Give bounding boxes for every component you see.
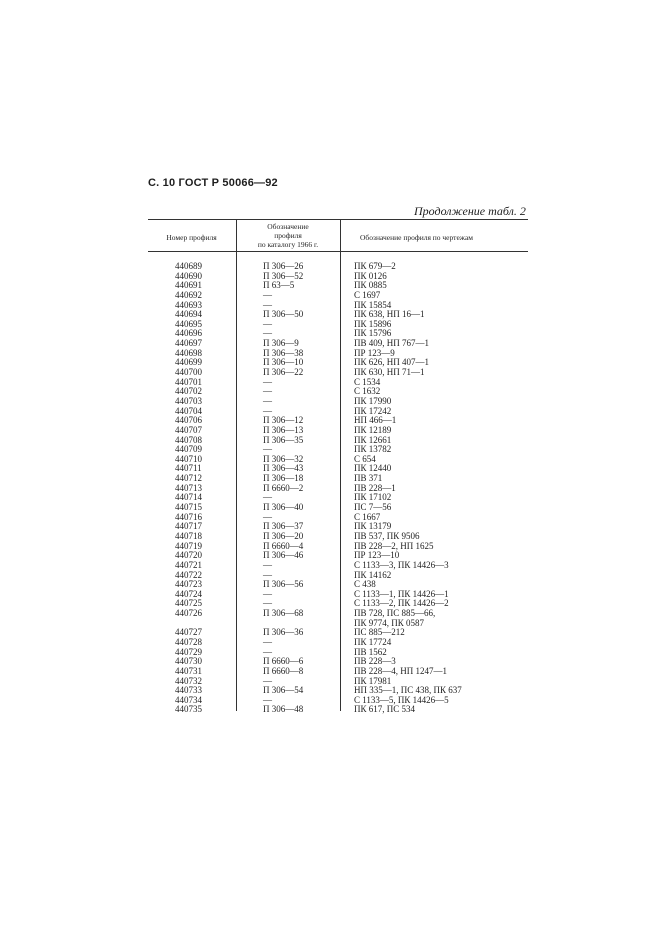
- table-row: [148, 571, 528, 581]
- table-row: [148, 532, 528, 542]
- drawing-designation-cell: ПК 679—2: [354, 261, 396, 271]
- catalog-designation-cell: П 63—5: [263, 280, 295, 291]
- table-row: [148, 272, 528, 282]
- table-row: [148, 474, 528, 484]
- profile-number-cell: 440733: [175, 685, 202, 696]
- catalog-designation-cell: —: [263, 395, 272, 406]
- table-row: [148, 561, 528, 571]
- drawing-designation-cell: ПК 12440: [354, 463, 392, 474]
- table-row: [148, 551, 528, 561]
- table-top-rule: [148, 219, 528, 220]
- catalog-designation-cell: —: [263, 511, 272, 522]
- table-row: [148, 696, 528, 706]
- drawing-designation-cell: ПК 17242: [354, 405, 392, 416]
- table-row: [148, 301, 528, 311]
- catalog-header-line-2: профиля: [274, 231, 302, 240]
- table-row: [148, 609, 528, 619]
- drawing-designation-cell: С 1133—5, ПК 14426—5: [354, 694, 449, 705]
- table-row: [148, 329, 528, 339]
- table-header-bottom-rule: [148, 251, 528, 252]
- profile-number-cell: 440691: [175, 280, 202, 291]
- profile-number-cell: 440697: [175, 338, 202, 349]
- profile-number-cell: 440728: [175, 636, 202, 647]
- table-row: [148, 339, 528, 349]
- table-row: [148, 590, 528, 600]
- table-row: [148, 455, 528, 465]
- catalog-designation-cell: —: [263, 405, 272, 416]
- drawing-designation-cell: С 1667: [354, 511, 381, 522]
- drawing-designation-cell: НП 466—1: [354, 415, 397, 426]
- profile-number-cell: 440701: [175, 376, 202, 387]
- table-row: [148, 677, 528, 687]
- profile-number-cell: 440735: [175, 704, 202, 715]
- table-row: [148, 310, 528, 320]
- catalog-designation-cell: —: [263, 376, 272, 387]
- catalog-designation-cell: —: [263, 675, 272, 686]
- catalog-designation-cell: —: [263, 598, 272, 609]
- catalog-designation-cell: —: [263, 318, 272, 329]
- catalog-designation-cell: —: [263, 289, 272, 300]
- drawing-designation-cell: ПС 885—212: [354, 627, 405, 638]
- table-row: [148, 484, 528, 494]
- table-row: [148, 358, 528, 368]
- table-row: [148, 281, 528, 291]
- column-header-catalog: [237, 222, 339, 249]
- table-row: [148, 657, 528, 667]
- catalog-designation-cell: П 306—20: [263, 530, 304, 541]
- catalog-designation-cell: П 306—38: [263, 347, 304, 358]
- table-row: [148, 416, 528, 426]
- drawing-designation-cell: ПК 17981: [354, 675, 392, 686]
- catalog-designation-cell: —: [263, 492, 272, 503]
- profile-number-cell: 440730: [175, 656, 202, 667]
- catalog-designation-cell: П 306—52: [263, 270, 304, 281]
- drawing-designation-cell: ПР 123—9: [354, 347, 395, 358]
- catalog-designation-cell: П 306—26: [263, 261, 304, 271]
- table-body: [148, 262, 528, 715]
- drawing-designation-cell: ПК 626, НП 407—1: [354, 357, 430, 368]
- table-row: [148, 387, 528, 397]
- drawing-designation-cell: С 654: [354, 453, 376, 464]
- profile-number-cell: 440723: [175, 579, 202, 590]
- table-row: [148, 619, 528, 629]
- drawing-designation-cell: ПК 638, НП 16—1: [354, 309, 425, 320]
- catalog-designation-cell: —: [263, 694, 272, 705]
- profile-number-cell: 440690: [175, 270, 202, 281]
- profile-number-cell: 440726: [175, 608, 202, 619]
- catalog-designation-cell: П 306—50: [263, 309, 304, 320]
- table-row: [148, 378, 528, 388]
- drawing-designation-cell: ПК 12189: [354, 424, 392, 435]
- profile-number-cell: 440689: [175, 261, 202, 271]
- catalog-designation-cell: П 306—56: [263, 579, 304, 590]
- drawing-designation-cell: С 1133—2, ПК 14426—2: [354, 598, 449, 609]
- profile-number-cell: 440734: [175, 694, 202, 705]
- catalog-designation-cell: П 306—48: [263, 704, 304, 715]
- catalog-designation-cell: —: [263, 569, 272, 580]
- profile-number-cell: 440704: [175, 405, 202, 416]
- catalog-designation-cell: П 306—12: [263, 415, 304, 426]
- table-row: [148, 320, 528, 330]
- drawing-designation-cell: ПК 13782: [354, 444, 392, 455]
- drawing-designation-cell: ПК 0885: [354, 280, 387, 291]
- drawing-designation-cell: НП 335—1, ПС 438, ПК 637: [354, 685, 462, 696]
- profile-number-cell: 440694: [175, 309, 202, 320]
- profile-number-cell: 440721: [175, 559, 202, 570]
- table-row: [148, 522, 528, 532]
- catalog-header-line-3: по каталогу 1966 г.: [257, 240, 319, 249]
- drawing-designation-cell: ПВ 228—2, НП 1625: [354, 540, 434, 551]
- profile-number-cell: 440720: [175, 550, 202, 561]
- profile-number-cell: 440715: [175, 502, 202, 513]
- page-header: С. 10 ГОСТ Р 50066—92: [148, 177, 278, 189]
- catalog-designation-cell: —: [263, 386, 272, 397]
- column-header-drawings: Обозначение профиля по чертежам: [360, 233, 474, 242]
- drawing-designation-cell: С 1632: [354, 386, 381, 397]
- drawing-designation-cell: ПК 15854: [354, 299, 392, 310]
- profile-number-cell: 440712: [175, 473, 202, 484]
- table-row: [148, 628, 528, 638]
- catalog-designation-cell: П 306—18: [263, 473, 304, 484]
- profile-number-cell: 440702: [175, 386, 202, 397]
- catalog-designation-cell: П 306—37: [263, 521, 304, 532]
- profile-number-cell: 440692: [175, 289, 202, 300]
- profile-number-cell: 440729: [175, 646, 202, 657]
- profile-number-cell: 440710: [175, 453, 202, 464]
- profile-number-cell: 440695: [175, 318, 202, 329]
- drawing-designation-cell: ПВ 228—4, НП 1247—1: [354, 665, 448, 676]
- drawing-designation-cell: ПР 123—10: [354, 550, 400, 561]
- table-row: [148, 445, 528, 455]
- catalog-designation-cell: —: [263, 646, 272, 657]
- profile-number-cell: 440725: [175, 598, 202, 609]
- drawing-designation-cell: ПВ 728, ПС 885—66,: [354, 608, 436, 619]
- catalog-designation-cell: П 6660—6: [263, 656, 304, 667]
- catalog-designation-cell: П 6660—2: [263, 482, 304, 493]
- profile-number-cell: 440696: [175, 328, 202, 339]
- catalog-designation-cell: —: [263, 636, 272, 647]
- table-row: [148, 542, 528, 552]
- catalog-designation-cell: П 306—40: [263, 502, 304, 513]
- drawing-designation-cell: ПВ 228—1: [354, 482, 396, 493]
- drawing-designation-cell: ПС 7—56: [354, 502, 392, 513]
- table-row: [148, 397, 528, 407]
- drawing-designation-cell: С 1133—3, ПК 14426—3: [354, 559, 449, 570]
- catalog-designation-cell: П 306—35: [263, 434, 304, 445]
- profile-number-cell: 440719: [175, 540, 202, 551]
- table-row: [148, 464, 528, 474]
- table-row: [148, 349, 528, 359]
- profile-number-cell: 440727: [175, 627, 202, 638]
- drawing-designation-cell: ПК 17102: [354, 492, 392, 503]
- drawing-designation-cell: ПК 9774, ПК 0587: [354, 617, 425, 628]
- catalog-designation-cell: П 306—22: [263, 367, 304, 378]
- profile-number-cell: 440711: [175, 463, 202, 474]
- table-row: [148, 291, 528, 301]
- profile-number-cell: 440700: [175, 367, 202, 378]
- table-row: [148, 426, 528, 436]
- drawing-designation-cell: ПВ 228—3: [354, 656, 396, 667]
- table-row: [148, 368, 528, 378]
- catalog-designation-cell: П 306—13: [263, 424, 304, 435]
- table-row: [148, 262, 528, 272]
- profile-number-cell: 440707: [175, 424, 202, 435]
- profile-number-cell: 440718: [175, 530, 202, 541]
- profile-number-cell: 440693: [175, 299, 202, 310]
- catalog-designation-cell: —: [263, 588, 272, 599]
- profile-number-cell: 440709: [175, 444, 202, 455]
- drawing-designation-cell: ПВ 371: [354, 473, 383, 484]
- drawing-designation-cell: ПВ 409, НП 767—1: [354, 338, 430, 349]
- table-row: [148, 638, 528, 648]
- table-row: [148, 686, 528, 696]
- drawing-designation-cell: С 1133—1, ПК 14426—1: [354, 588, 449, 599]
- table-row: [148, 493, 528, 503]
- table-row: [148, 648, 528, 658]
- profile-number-cell: 440699: [175, 357, 202, 368]
- catalog-designation-cell: —: [263, 328, 272, 339]
- profile-number-cell: 440706: [175, 415, 202, 426]
- drawing-designation-cell: ПК 15796: [354, 328, 392, 339]
- drawing-designation-cell: ПК 617, ПС 534: [354, 704, 416, 715]
- drawing-designation-cell: ПК 13179: [354, 521, 392, 532]
- drawing-designation-cell: С 1534: [354, 376, 381, 387]
- drawing-designation-cell: С 438: [354, 579, 376, 590]
- table-continuation-caption: Продолжение табл. 2: [414, 204, 526, 218]
- table-row: [148, 407, 528, 417]
- catalog-designation-cell: —: [263, 299, 272, 310]
- drawing-designation-cell: ПК 17990: [354, 395, 392, 406]
- profile-number-cell: 440703: [175, 395, 202, 406]
- drawing-designation-cell: С 1697: [354, 289, 381, 300]
- profile-number-cell: 440724: [175, 588, 202, 599]
- profile-number-cell: 440732: [175, 675, 202, 686]
- catalog-designation-cell: П 6660—8: [263, 665, 304, 676]
- profile-number-cell: 440708: [175, 434, 202, 445]
- table-row: [148, 667, 528, 677]
- drawing-designation-cell: ПК 0126: [354, 270, 387, 281]
- table-row: [148, 503, 528, 513]
- table-row: [148, 705, 528, 715]
- catalog-designation-cell: П 306—54: [263, 685, 304, 696]
- catalog-designation-cell: П 306—46: [263, 550, 304, 561]
- profile-number-cell: 440731: [175, 665, 202, 676]
- catalog-designation-cell: —: [263, 444, 272, 455]
- profile-number-cell: 440717: [175, 521, 202, 532]
- drawing-designation-cell: ПК 17724: [354, 636, 392, 647]
- table-row: [148, 599, 528, 609]
- catalog-designation-cell: П 306—9: [263, 338, 299, 349]
- catalog-designation-cell: —: [263, 559, 272, 570]
- table-row: [148, 580, 528, 590]
- profile-number-cell: 440722: [175, 569, 202, 580]
- catalog-designation-cell: П 6660—4: [263, 540, 304, 551]
- catalog-designation-cell: П 306—36: [263, 627, 304, 638]
- catalog-designation-cell: П 306—10: [263, 357, 304, 368]
- drawing-designation-cell: ПК 630, НП 71—1: [354, 367, 425, 378]
- catalog-designation-cell: П 306—68: [263, 608, 304, 619]
- table-row: [148, 513, 528, 523]
- drawing-designation-cell: ПВ 1562: [354, 646, 387, 657]
- catalog-designation-cell: П 306—32: [263, 453, 304, 464]
- drawing-designation-cell: ПК 14162: [354, 569, 392, 580]
- catalog-designation-cell: П 306—43: [263, 463, 304, 474]
- profile-number-cell: 440714: [175, 492, 202, 503]
- profile-number-cell: 440698: [175, 347, 202, 358]
- drawing-designation-cell: ПК 12661: [354, 434, 392, 445]
- catalog-header-line-1: Обозначение: [267, 222, 309, 231]
- profile-number-cell: 440713: [175, 482, 202, 493]
- drawing-designation-cell: ПВ 537, ПК 9506: [354, 530, 420, 541]
- profile-number-cell: 440716: [175, 511, 202, 522]
- column-header-profile-number: Номер профиля: [166, 233, 217, 242]
- drawing-designation-cell: ПК 15896: [354, 318, 392, 329]
- table-row: [148, 436, 528, 446]
